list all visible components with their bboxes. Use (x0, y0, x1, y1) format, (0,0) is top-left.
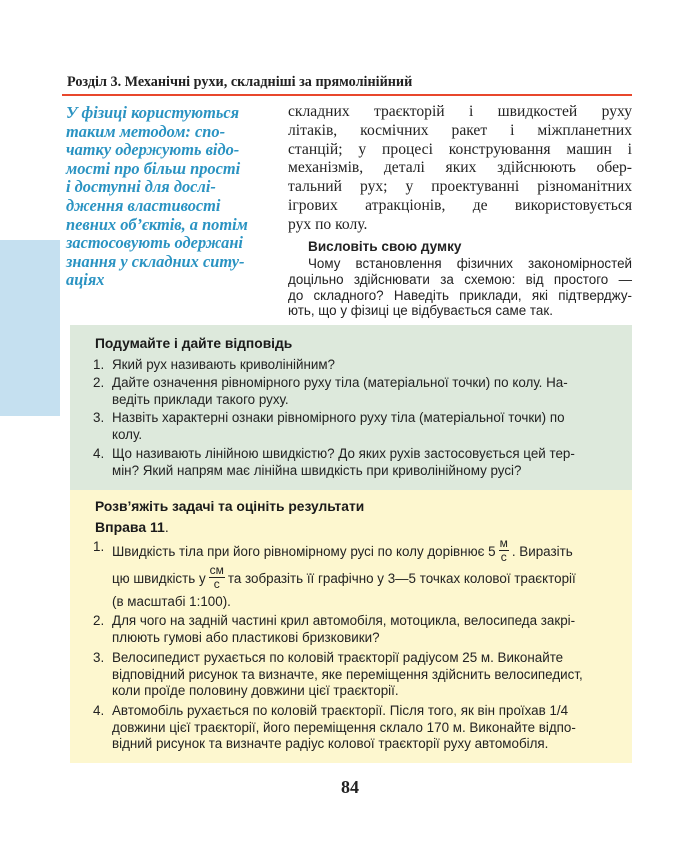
question-line (112, 563, 576, 593)
think-box-title: Подумайте і дайте відповідь (95, 336, 293, 351)
callout-line: таким методом: спо- (66, 121, 226, 141)
fraction-cm-per-s (209, 564, 225, 591)
solve-box-title: Розв’яжіть задачі та оцініть результати (95, 499, 365, 514)
callout-line: чатку одержують відо- (66, 140, 240, 160)
question-number: 2. (93, 375, 105, 390)
question-line: відний рисунок та визначте радіус колової траєкторії руху автомобіля. (112, 736, 549, 752)
exercise-question-1-cont (112, 563, 576, 593)
question-line (112, 536, 573, 566)
method-callout (66, 104, 281, 290)
header-rule (62, 94, 632, 96)
q1-text-a: Швидкість тіла при його рівномірному русі по колу дорівнює 5 (112, 544, 496, 560)
callout-line: застосовують одержані (66, 233, 243, 253)
exercise-label: Вправа 11 (95, 519, 165, 535)
question-number: 1. (93, 539, 105, 554)
exercise-question-1-end (112, 594, 231, 611)
fraction-denominator: с (213, 577, 220, 591)
opinion-heading: Висловіть свою думку (308, 239, 462, 254)
fraction-denominator: с (500, 550, 507, 564)
opinion-paragraph (288, 256, 632, 319)
body-line: станцій; у процесі конструювання машин і (288, 140, 632, 158)
body-line: складних траєкторій і швидкостей руху (288, 103, 632, 120)
body-line: тальний рух; у проектуванні різноманітних (288, 178, 632, 196)
question-number: 4. (93, 703, 105, 718)
question-line: коли проїде половину довжини цієї траєкторії. (112, 683, 399, 699)
callout-line: дження властивості (66, 195, 221, 215)
page-number: 84 (341, 777, 359, 797)
opinion-line: Чому встановлення фізичних закономірностей (308, 256, 632, 271)
chapter-header: Розділ 3. Механічні рухи, складніші за прямолінійний (67, 74, 413, 90)
think-question-4 (93, 446, 575, 479)
callout-line: У фізиці користуються (66, 103, 240, 122)
exercise-question-3 (93, 650, 583, 700)
question-line: Що називають лінійною швидкістю? До яких рухів застосовується цей тер- (112, 446, 575, 461)
question-line: Який рух називають криволінійним? (112, 357, 335, 372)
question-line: колу. (112, 426, 143, 442)
callout-line: знання у складних ситу- (66, 251, 245, 271)
q1-text-d: та зобразіть її графічно у 3—5 точках колової траєкторії (227, 571, 576, 587)
think-question-3 (93, 410, 565, 443)
fraction-m-per-s (499, 537, 509, 564)
callout-line: аціях (66, 270, 105, 290)
exercise-question-1 (93, 536, 573, 566)
callout-line: і доступні для дослі- (66, 177, 216, 197)
callout-line: певних об’єктів, а потім (66, 214, 248, 234)
question-line: Для чого на задній частині крил автомобіля, мотоцикла, велосипеда закрі- (112, 613, 576, 628)
think-question-1 (93, 357, 335, 374)
body-line: ігрових атракціонів, де використовується (288, 196, 632, 214)
q1-text-b: . Виразіть (511, 544, 573, 560)
exercise-question-2 (93, 613, 576, 646)
question-number: 1. (93, 357, 105, 372)
question-line: ведіть приклади такого руху. (112, 391, 289, 407)
question-line: (в масштабі 1:100). (112, 594, 231, 609)
fraction-numerator: м (499, 536, 508, 550)
exercise-heading (95, 519, 169, 535)
side-band (0, 240, 60, 416)
question-line: Автомобіль рухається по коловій траєкторії. Після того, як він проїхав 1/4 (112, 703, 569, 718)
exercise-question-4 (93, 703, 576, 753)
question-line: Назвіть характерні ознаки рівномірного руху тіла (матеріальної точки) по (112, 410, 565, 425)
exercise-dot: . (164, 519, 169, 535)
question-line: довжини цієї траєкторії, його переміщення склало 170 м. Виконайте відпо- (112, 719, 576, 735)
question-line: Велосипедист рухається по коловій траєкторії радіусом 25 м. Виконайте (112, 650, 564, 665)
think-question-2 (93, 375, 568, 408)
body-paragraph (288, 103, 632, 235)
body-line: механізмів, деталі яких здійснюють обер- (288, 159, 632, 177)
opinion-line: до складного? Наведіть приклади, які підтверджу- (288, 287, 632, 303)
question-line: відповідний рисунок та визначте, яке переміщення здійснить велосипедист, (112, 666, 583, 682)
q1-text-c: цю швидкість у (112, 571, 206, 587)
question-line: плюють гумові або пластикові бризковики? (112, 629, 380, 645)
question-number: 2. (93, 613, 105, 628)
opinion-line: доцільно здійснювати за схемою: від простого — (288, 271, 632, 287)
question-line: Дайте означення рівномірного руху тіла (матеріальної точки) по колу. На- (112, 375, 568, 390)
fraction-numerator: см (209, 563, 224, 577)
opinion-line: ють, що у фізиці це відбувається саме так. (288, 303, 553, 319)
body-line: літаків, космічних ракет і міжпланетних (288, 121, 632, 139)
callout-line: мості про більш прості (66, 158, 241, 178)
question-number: 3. (93, 650, 105, 665)
body-line: рух по колу. (288, 215, 368, 233)
question-number: 3. (93, 410, 105, 425)
question-line: мін? Який напрям має лінійна швидкість при криволінійному русі? (112, 462, 522, 478)
question-number: 4. (93, 446, 105, 461)
